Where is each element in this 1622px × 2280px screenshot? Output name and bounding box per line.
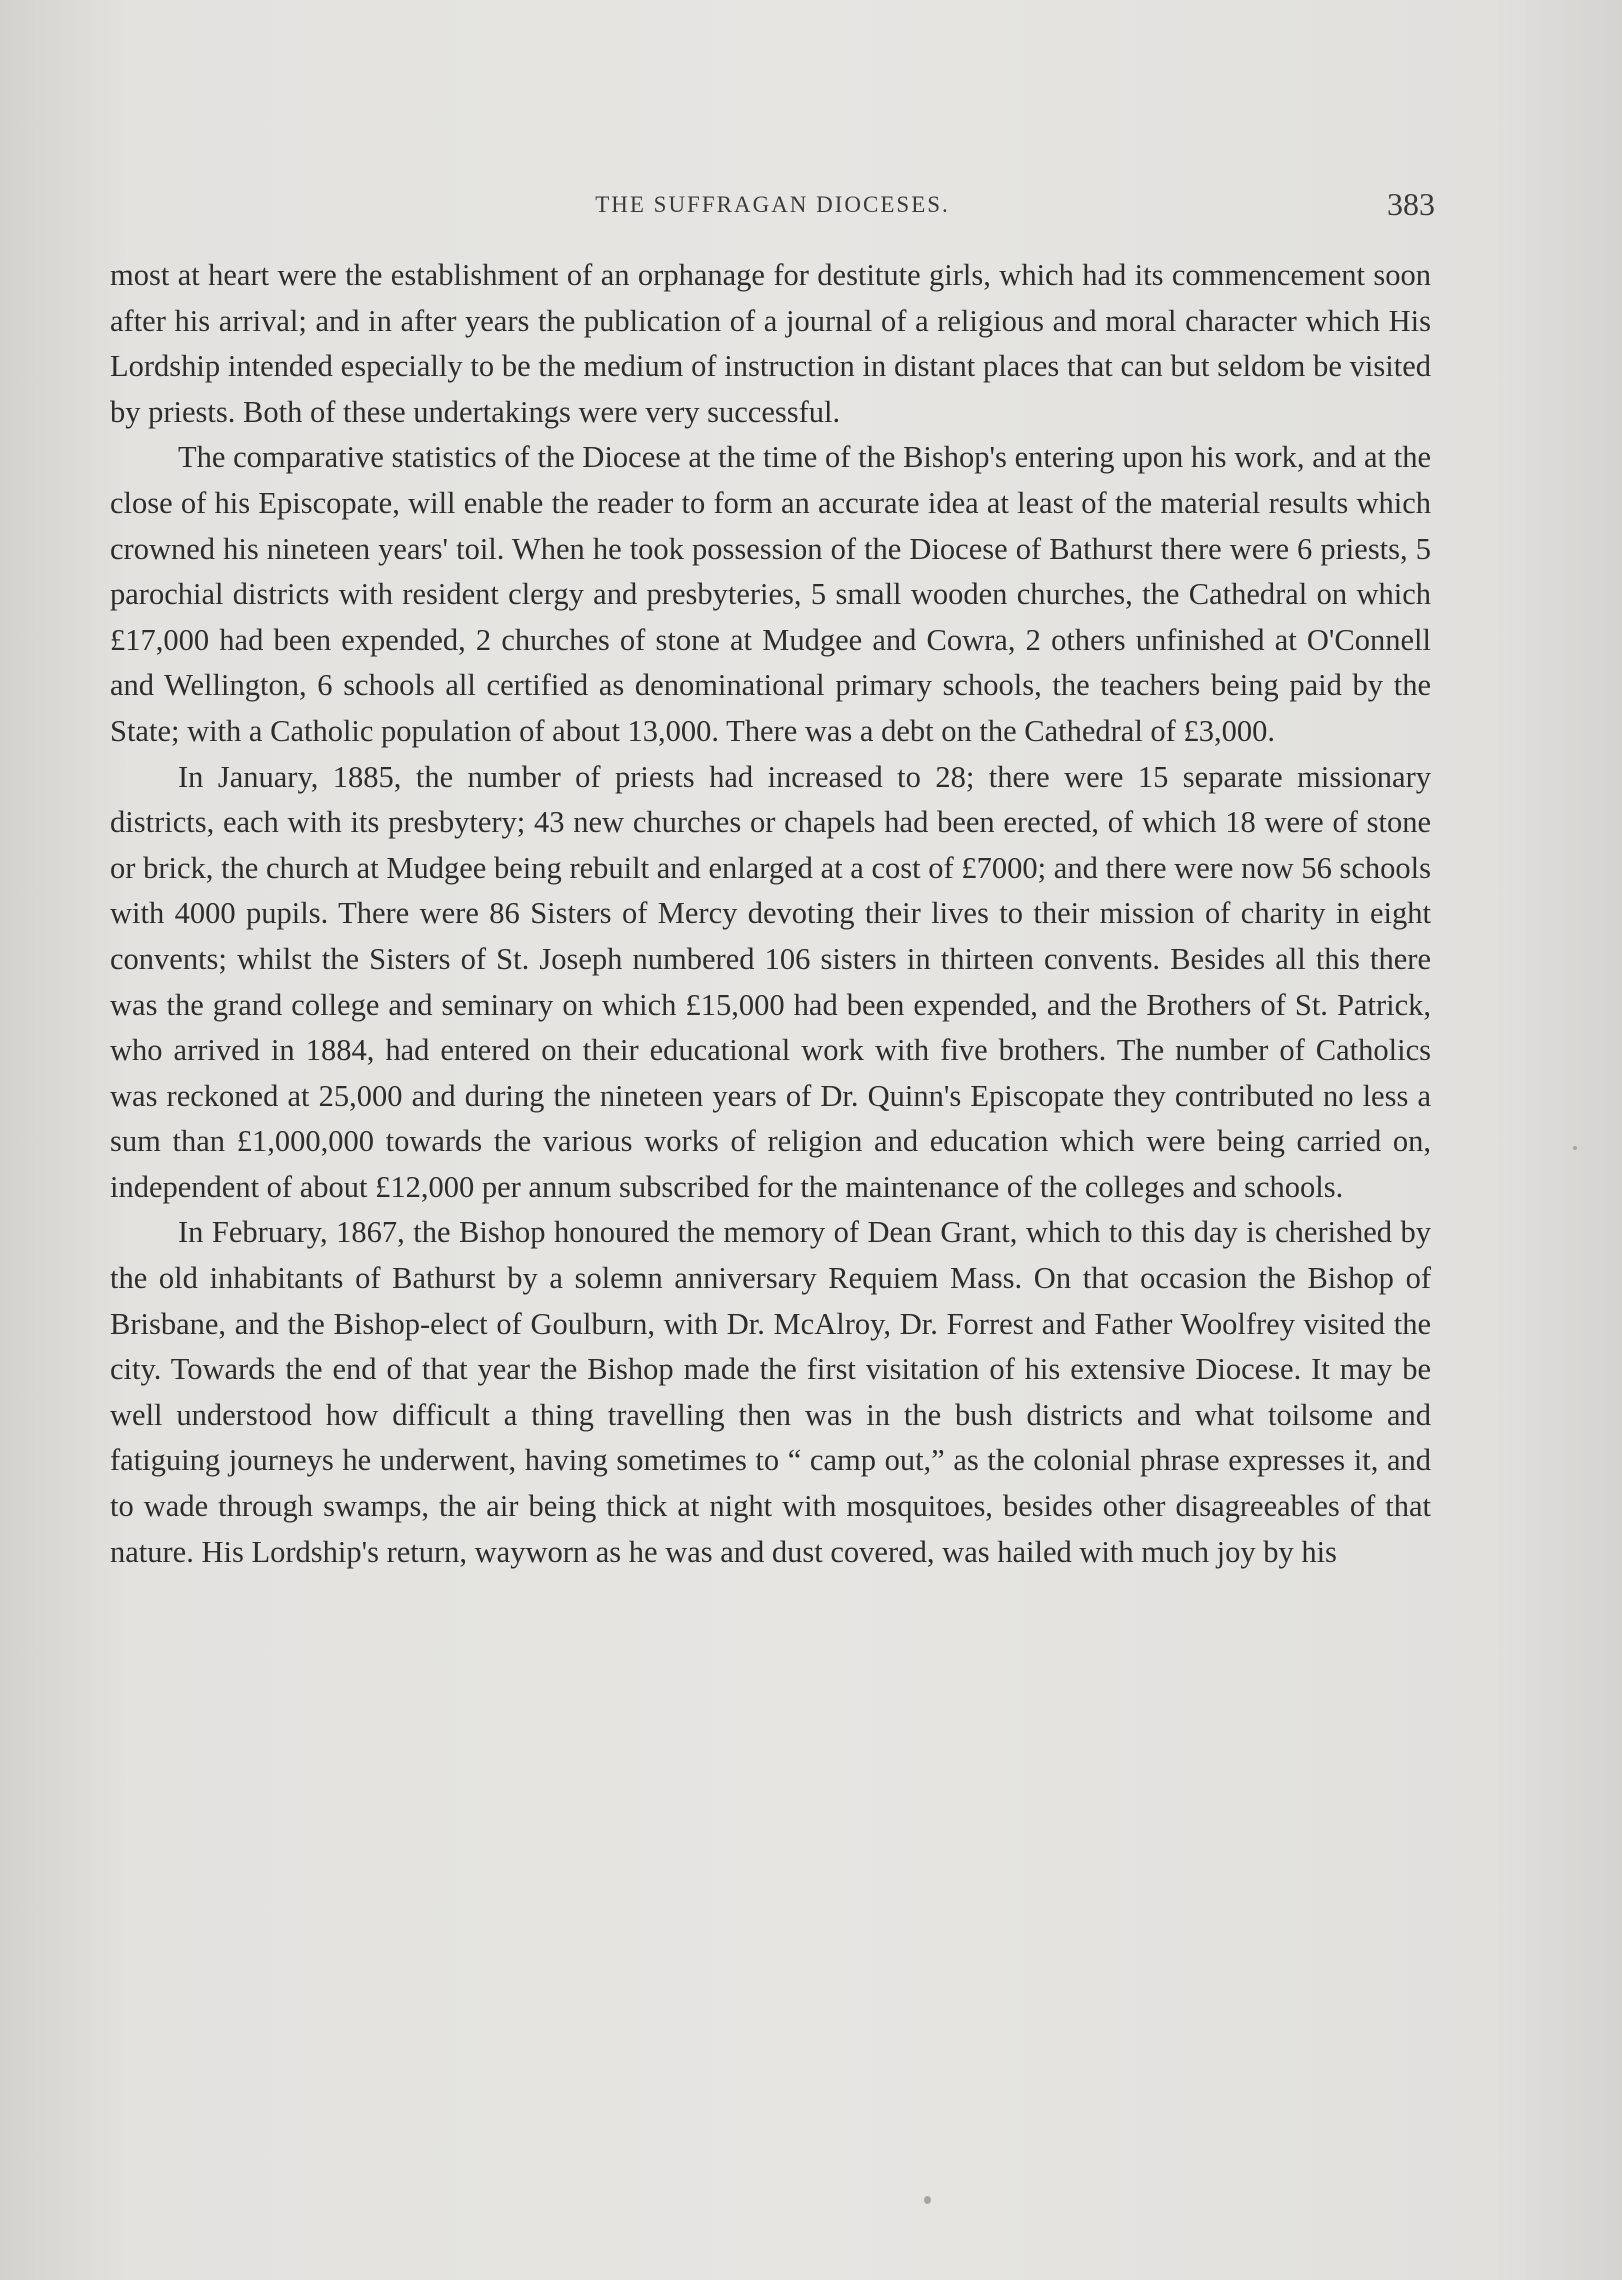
- paragraph-3: In January, 1885, the number of priests had increased to 28; there were 15 separate missionary districts, each with its presbytery; 43 new churches or chapels had been erected, of which 18 were of stone or brick, the church at Mudgee being rebuilt and enlarged at a cost of £7000; and there were now 56 schools with 4000 pupils. There were 86 Sisters of Mercy devoting their lives to their mission of charity in eight convents; whilst the Sisters of St. Joseph numbered 106 sisters in thirteen convents. Besides all this there was the grand college and seminary on which £15,000 had been expended, and the Brothers of St. Patrick, who arrived in 1884, had entered on their educational work with five brothers. The number of Catholics was reckoned at 25,000 and during the nineteen years of Dr. Quinn's Episcopate they contributed no less a sum than £1,000,000 towards the various works of religion and education which were being carried on, independent of about £12,000 per annum subscribed for the maintenance of the colleges and schools.: [110, 759, 1431, 1204]
- paragraph-4: In February, 1867, the Bishop honoured the memory of Dean Grant, which to this day is cherished by the old inhabitants of Bathurst by a solemn anniversary Requiem Mass. On that occasion the Bishop of Brisbane, and the Bishop-elect of Goulburn, with Dr. McAlroy, Dr. Forrest and Father Woolfrey visited the city. Towards the end of that year the Bishop made the first visitation of his extensive Diocese. It may be well understood how difficult a thing travelling then was in the bush districts and what toilsome and fatiguing journeys he underwent, having sometimes to “ camp out,” as the colonial phrase expresses it, and to wade through swamps, the air being thick at night with mosquitoes, besides other disagreeables of that nature. His Lordship's return, wayworn as he was and dust covered, was hailed with much joy by his: [110, 1215, 1431, 1569]
- running-title: THE SUFFRAGAN DIOCESES.: [595, 192, 950, 217]
- running-head: [110, 186, 1435, 226]
- paragraph-1: most at heart were the establishment of an orphanage for destitute girls, which had its commencement soon after his arrival; and in after years the publication of a journal of a religious and moral character which His Lordship intended especially to be the medium of instruction in distant places that can but seldom be visited by priests. Both of these undertakings were very successful.: [110, 258, 1431, 429]
- body-text: [110, 253, 1431, 1575]
- paper-speck: [1573, 1146, 1577, 1150]
- paragraph-2: The comparative statistics of the Diocese at the time of the Bishop's entering upon his work, and at the close of his Episcopate, will enable the reader to form an accurate idea at least of the material results which crowned his nineteen years' toil. When he took possession of the Diocese of Bathurst there were 6 priests, 5 parochial districts with resident clergy and presbyteries, 5 small wooden churches, the Cathedral on which £17,000 had been expended, 2 churches of stone at Mudgee and Cowra, 2 others unfinished at O'Connell and Wellington, 6 schools all certified as denominational primary schools, the teachers being paid by the State; with a Catholic population of about 13,000. There was a debt on the Cathedral of £3,000.: [110, 440, 1431, 748]
- page-number: 383: [1387, 186, 1435, 222]
- paper-speck: [924, 2196, 931, 2204]
